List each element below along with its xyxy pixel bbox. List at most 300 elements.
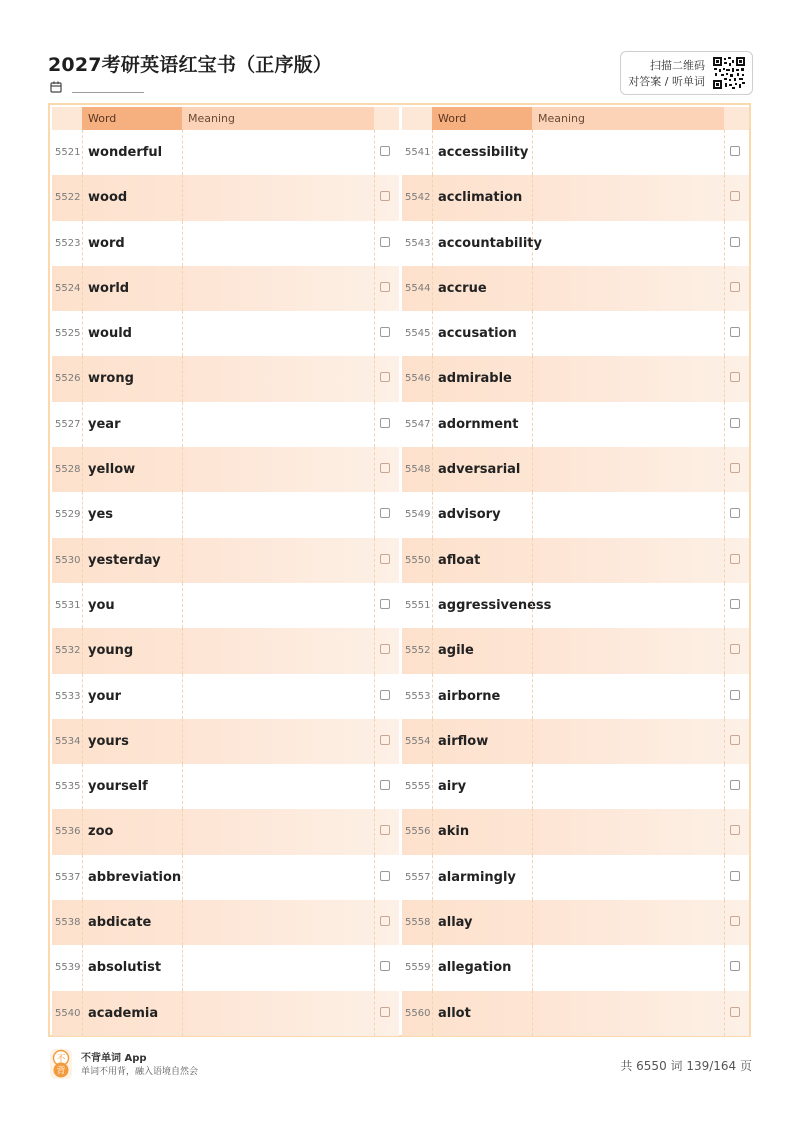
meaning-cell[interactable]	[183, 991, 373, 1036]
word-text: adornment	[438, 416, 519, 432]
column-divider	[432, 538, 433, 583]
word-text: yours	[88, 733, 129, 749]
page-title: 2027考研英语红宝书（正序版）	[48, 54, 333, 76]
word-number: 5546	[405, 373, 431, 385]
checkbox[interactable]	[380, 871, 390, 881]
checkbox[interactable]	[730, 780, 740, 790]
checkbox[interactable]	[380, 146, 390, 156]
meaning-cell[interactable]	[183, 945, 373, 990]
meaning-cell[interactable]	[183, 674, 373, 719]
word-number: 5525	[55, 328, 81, 340]
checkbox[interactable]	[730, 690, 740, 700]
column-divider	[82, 402, 83, 447]
word-number: 5545	[405, 328, 431, 340]
column-divider	[374, 221, 375, 266]
checkbox[interactable]	[730, 735, 740, 745]
column-divider	[432, 356, 433, 401]
checkbox[interactable]	[730, 644, 740, 654]
word-number: 5527	[55, 418, 81, 430]
table-row	[52, 221, 399, 266]
word-number: 5543	[405, 237, 431, 249]
word-number: 5549	[405, 509, 431, 521]
table-row	[52, 991, 399, 1036]
meaning-cell[interactable]	[533, 809, 723, 854]
checkbox[interactable]	[380, 327, 390, 337]
meaning-cell[interactable]	[533, 538, 723, 583]
column-divider	[432, 945, 433, 990]
word-number: 5521	[55, 147, 81, 158]
checkbox[interactable]	[730, 961, 740, 971]
checkbox[interactable]	[730, 418, 740, 428]
date-field	[50, 80, 150, 94]
meaning-cell[interactable]	[533, 855, 723, 900]
word-number: 5548	[405, 464, 431, 476]
column-divider	[82, 945, 83, 990]
column-divider	[374, 538, 375, 583]
checkbox[interactable]	[730, 554, 740, 564]
column-divider	[82, 311, 83, 356]
word-number: 5526	[55, 373, 81, 385]
meaning-cell[interactable]	[533, 311, 723, 356]
column-divider	[432, 492, 433, 537]
checkbox[interactable]	[730, 372, 740, 382]
calendar-icon	[50, 81, 62, 93]
column-divider	[724, 538, 725, 583]
table-row	[402, 175, 749, 220]
right-panel	[402, 105, 749, 1035]
word-number: 5524	[55, 282, 81, 294]
column-divider	[82, 221, 83, 266]
word-text: abbreviation	[88, 869, 182, 885]
header-num-cell	[52, 107, 82, 130]
logo-char-2: 背	[56, 1066, 66, 1077]
word-text: world	[88, 280, 130, 296]
header-meaning: Meaning	[532, 107, 724, 130]
word-text: accusation	[438, 326, 517, 342]
table-row	[402, 266, 749, 311]
checkbox[interactable]	[380, 372, 390, 382]
word-table	[48, 103, 751, 1037]
table-row	[52, 175, 399, 220]
word-number: 5536	[55, 826, 81, 838]
checkbox[interactable]	[380, 463, 390, 473]
word-text: abdicate	[88, 915, 152, 931]
checkbox[interactable]	[730, 237, 740, 247]
checkbox[interactable]	[380, 237, 390, 247]
word-text: admirable	[438, 371, 512, 387]
qr-card[interactable]	[620, 51, 753, 95]
column-divider	[724, 719, 725, 764]
column-divider	[82, 764, 83, 809]
word-text: year	[88, 416, 121, 432]
checkbox[interactable]	[380, 780, 390, 790]
checkbox[interactable]	[730, 599, 740, 609]
column-divider	[374, 266, 375, 311]
word-number: 5560	[405, 1007, 431, 1019]
meaning-cell[interactable]	[183, 356, 373, 401]
word-text: aggressiveness	[438, 597, 552, 613]
column-divider	[432, 266, 433, 311]
column-divider	[374, 583, 375, 628]
meaning-cell[interactable]	[533, 900, 723, 945]
meaning-cell[interactable]	[533, 221, 723, 266]
column-divider	[374, 945, 375, 990]
word-number: 5559	[405, 962, 431, 974]
meaning-cell[interactable]	[183, 809, 373, 854]
qr-code-icon[interactable]	[712, 56, 746, 90]
table-row	[52, 809, 399, 854]
column-divider	[432, 447, 433, 492]
column-divider	[724, 266, 725, 311]
checkbox[interactable]	[730, 463, 740, 473]
column-divider	[374, 175, 375, 220]
meaning-cell[interactable]	[533, 356, 723, 401]
table-row	[402, 130, 749, 175]
table-row	[52, 628, 399, 673]
word-number: 5523	[55, 237, 81, 249]
table-row	[52, 583, 399, 628]
word-text: allegation	[438, 960, 512, 976]
column-divider	[374, 356, 375, 401]
checkbox[interactable]	[380, 690, 390, 700]
table-header	[402, 107, 749, 130]
column-divider	[432, 809, 433, 854]
column-divider	[82, 991, 83, 1036]
word-text: word	[88, 235, 125, 251]
column-divider	[374, 991, 375, 1036]
meaning-cell[interactable]	[533, 130, 723, 175]
meaning-cell[interactable]	[183, 900, 373, 945]
word-number: 5528	[55, 464, 81, 476]
word-number: 5534	[55, 735, 81, 747]
word-text: yes	[88, 507, 114, 523]
meaning-cell[interactable]	[533, 447, 723, 492]
meaning-cell[interactable]	[183, 311, 373, 356]
meaning-cell[interactable]	[533, 266, 723, 311]
checkbox[interactable]	[380, 191, 390, 201]
column-divider	[374, 900, 375, 945]
word-number: 5538	[55, 917, 81, 929]
table-row	[402, 991, 749, 1036]
table-row	[402, 674, 749, 719]
word-text: wonderful	[88, 145, 163, 160]
column-divider	[724, 991, 725, 1036]
qr-caption-line1: 扫描二维码	[650, 59, 705, 72]
word-text: your	[88, 688, 122, 704]
meaning-cell[interactable]	[183, 764, 373, 809]
table-row	[52, 266, 399, 311]
word-number: 5532	[55, 645, 81, 657]
word-text: allay	[438, 915, 473, 931]
column-divider	[724, 221, 725, 266]
word-text: airy	[438, 779, 467, 795]
word-number: 5522	[55, 192, 81, 204]
table-row	[402, 538, 749, 583]
column-divider	[724, 311, 725, 356]
word-text: you	[88, 597, 115, 613]
word-text: young	[88, 643, 134, 659]
word-number: 5551	[405, 599, 431, 611]
checkbox[interactable]	[380, 1007, 390, 1017]
column-divider	[432, 991, 433, 1036]
meaning-cell[interactable]	[183, 855, 373, 900]
column-divider	[724, 356, 725, 401]
column-divider	[82, 356, 83, 401]
column-divider	[374, 130, 375, 175]
left-panel	[52, 105, 399, 1035]
meaning-cell[interactable]	[533, 175, 723, 220]
column-divider	[432, 130, 433, 175]
checkbox[interactable]	[380, 961, 390, 971]
table-row	[402, 945, 749, 990]
column-divider	[432, 402, 433, 447]
table-row	[402, 764, 749, 809]
word-number: 5550	[405, 554, 431, 566]
word-text: accessibility	[438, 145, 529, 160]
table-row	[52, 764, 399, 809]
word-number: 5533	[55, 690, 81, 702]
table-row	[52, 900, 399, 945]
date-underline	[72, 92, 144, 93]
checkbox[interactable]	[380, 418, 390, 428]
table-row	[52, 130, 399, 175]
column-divider	[432, 719, 433, 764]
header-word: Word	[82, 107, 182, 130]
checkbox[interactable]	[730, 916, 740, 926]
column-divider	[82, 175, 83, 220]
table-row	[52, 674, 399, 719]
word-number: 5529	[55, 509, 81, 521]
checkbox[interactable]	[380, 825, 390, 835]
column-divider	[374, 855, 375, 900]
word-text: airflow	[438, 733, 489, 749]
column-divider	[82, 492, 83, 537]
meaning-cell[interactable]	[533, 719, 723, 764]
word-number: 5537	[55, 871, 81, 883]
table-row	[402, 402, 749, 447]
meaning-cell[interactable]	[533, 674, 723, 719]
column-divider	[724, 900, 725, 945]
meaning-cell[interactable]	[183, 221, 373, 266]
column-divider	[432, 674, 433, 719]
column-divider	[82, 674, 83, 719]
meaning-cell[interactable]	[183, 583, 373, 628]
meaning-cell[interactable]	[533, 628, 723, 673]
app-slogan: 单词不用背，融入语境自然会	[81, 1067, 199, 1077]
meaning-cell[interactable]	[183, 130, 373, 175]
table-row	[52, 492, 399, 537]
column-divider	[82, 130, 83, 175]
word-number: 5556	[405, 826, 431, 838]
table-row	[402, 447, 749, 492]
column-divider	[724, 130, 725, 175]
app-name: 不背单词 App	[81, 1053, 147, 1064]
column-divider	[374, 492, 375, 537]
checkbox[interactable]	[730, 871, 740, 881]
word-number: 5557	[405, 871, 431, 883]
checkbox[interactable]	[730, 508, 740, 518]
checkbox[interactable]	[380, 916, 390, 926]
logo-char-1: 不	[56, 1054, 66, 1065]
column-divider	[724, 447, 725, 492]
word-text: alarmingly	[438, 869, 516, 885]
meaning-cell[interactable]	[183, 175, 373, 220]
table-row	[402, 719, 749, 764]
column-divider	[724, 945, 725, 990]
checkbox[interactable]	[730, 191, 740, 201]
column-divider	[374, 719, 375, 764]
word-number: 5540	[55, 1007, 81, 1019]
word-text: would	[88, 326, 132, 342]
word-number: 5531	[55, 599, 81, 611]
table-row	[402, 583, 749, 628]
word-number: 5544	[405, 282, 431, 294]
checkbox[interactable]	[380, 282, 390, 292]
meaning-cell[interactable]	[183, 402, 373, 447]
meaning-cell[interactable]	[183, 492, 373, 537]
column-divider	[374, 764, 375, 809]
table-row	[402, 855, 749, 900]
word-number: 5554	[405, 735, 431, 747]
meaning-cell[interactable]	[533, 991, 723, 1036]
column-divider	[374, 402, 375, 447]
right-rows	[402, 130, 749, 1036]
column-divider	[724, 628, 725, 673]
word-number: 5539	[55, 962, 81, 974]
column-divider	[82, 447, 83, 492]
checkbox[interactable]	[380, 735, 390, 745]
table-row	[52, 538, 399, 583]
header-num-cell	[402, 107, 432, 130]
column-divider	[724, 492, 725, 537]
word-text: zoo	[88, 824, 114, 840]
column-divider	[432, 628, 433, 673]
meaning-cell[interactable]	[533, 583, 723, 628]
header-check-cell	[724, 107, 749, 130]
column-divider	[374, 311, 375, 356]
table-row	[52, 402, 399, 447]
column-divider	[374, 809, 375, 854]
word-text: yesterday	[88, 552, 161, 568]
header-meaning: Meaning	[182, 107, 374, 130]
word-text: agile	[438, 643, 474, 659]
meaning-cell[interactable]	[183, 266, 373, 311]
header-check-cell	[374, 107, 399, 130]
word-text: adversarial	[438, 462, 521, 478]
checkbox[interactable]	[730, 1007, 740, 1017]
qr-caption-line2: 对答案 / 听单词	[628, 75, 705, 88]
checkbox[interactable]	[380, 599, 390, 609]
checkbox[interactable]	[380, 644, 390, 654]
checkbox[interactable]	[730, 327, 740, 337]
app-logo-icon	[50, 1049, 72, 1079]
checkbox[interactable]	[730, 825, 740, 835]
column-divider	[374, 447, 375, 492]
column-divider	[82, 538, 83, 583]
meaning-cell[interactable]	[533, 402, 723, 447]
column-divider	[432, 855, 433, 900]
table-row	[52, 356, 399, 401]
checkbox[interactable]	[730, 282, 740, 292]
meaning-cell[interactable]	[533, 945, 723, 990]
meaning-cell[interactable]	[533, 492, 723, 537]
column-divider	[724, 583, 725, 628]
word-number: 5530	[55, 554, 81, 566]
column-divider	[82, 719, 83, 764]
table-row	[52, 719, 399, 764]
column-divider	[374, 674, 375, 719]
column-divider	[82, 855, 83, 900]
column-divider	[82, 628, 83, 673]
word-number: 5558	[405, 917, 431, 929]
word-number: 5552	[405, 645, 431, 657]
column-divider	[432, 900, 433, 945]
word-number: 5542	[405, 192, 431, 204]
meaning-cell[interactable]	[183, 538, 373, 583]
left-rows	[52, 130, 399, 1036]
table-row	[52, 447, 399, 492]
column-divider	[432, 175, 433, 220]
table-row	[402, 900, 749, 945]
meaning-cell[interactable]	[183, 719, 373, 764]
word-number: 5555	[405, 781, 431, 793]
column-divider	[82, 583, 83, 628]
column-divider	[82, 900, 83, 945]
table-row	[402, 221, 749, 266]
checkbox[interactable]	[380, 508, 390, 518]
header-word: Word	[432, 107, 532, 130]
checkbox[interactable]	[380, 554, 390, 564]
table-row	[402, 628, 749, 673]
word-text: allot	[438, 1005, 471, 1021]
column-divider	[432, 583, 433, 628]
page-stats: 共 6550 词 139/164 页	[620, 1059, 752, 1073]
word-number: 5541	[405, 147, 431, 158]
word-text: wrong	[88, 371, 134, 387]
column-divider	[724, 674, 725, 719]
word-number: 5547	[405, 418, 431, 430]
meaning-cell[interactable]	[183, 628, 373, 673]
qr-caption	[628, 58, 705, 90]
column-divider	[374, 628, 375, 673]
word-text: accrue	[438, 280, 487, 296]
checkbox[interactable]	[730, 146, 740, 156]
word-text: academia	[88, 1005, 159, 1021]
column-divider	[82, 266, 83, 311]
column-divider	[82, 809, 83, 854]
word-text: wood	[88, 190, 128, 206]
column-divider	[724, 855, 725, 900]
table-row	[52, 311, 399, 356]
word-text: yellow	[88, 462, 136, 478]
word-number: 5553	[405, 690, 431, 702]
word-text: afloat	[438, 552, 481, 568]
table-row	[402, 311, 749, 356]
word-text: advisory	[438, 507, 501, 523]
meaning-cell[interactable]	[183, 447, 373, 492]
column-divider	[432, 311, 433, 356]
meaning-cell[interactable]	[533, 764, 723, 809]
column-divider	[724, 175, 725, 220]
table-row	[402, 809, 749, 854]
word-text: akin	[438, 824, 470, 840]
word-text: accountability	[438, 235, 542, 251]
word-number: 5535	[55, 781, 81, 793]
column-divider	[724, 402, 725, 447]
column-divider	[724, 764, 725, 809]
word-text: acclimation	[438, 190, 523, 206]
column-divider	[432, 764, 433, 809]
